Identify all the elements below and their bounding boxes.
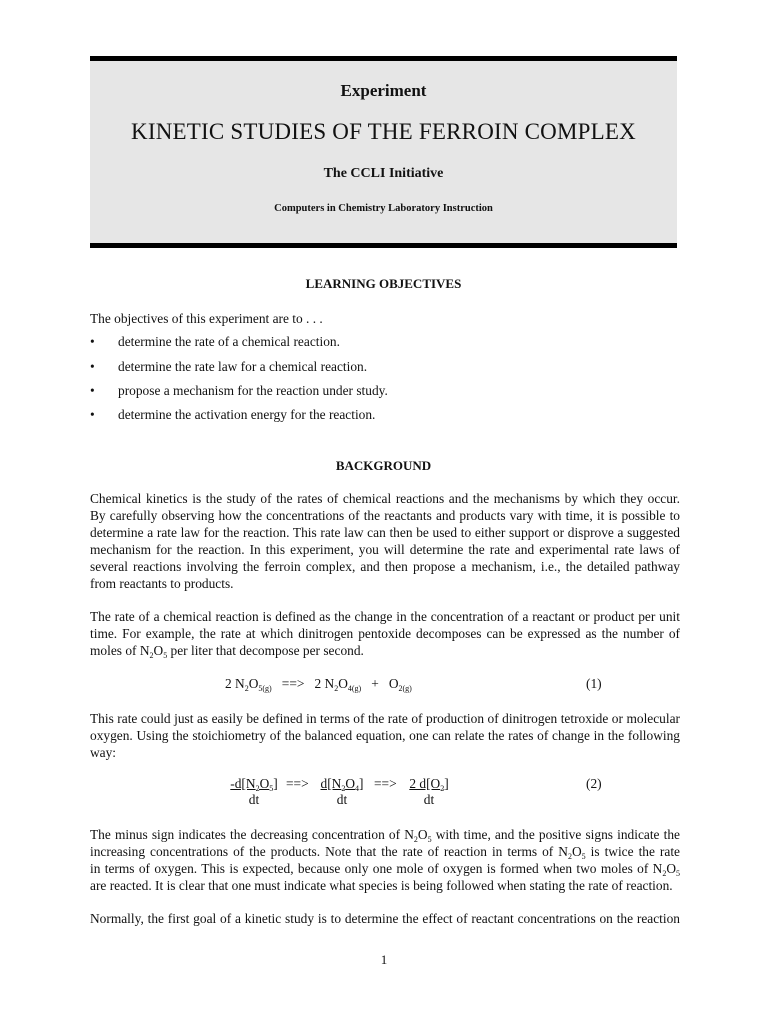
learning-objectives-heading: LEARNING OBJECTIVES — [305, 276, 462, 291]
initiative-subtitle: Computers in Chemistry Laboratory Instruction — [274, 203, 493, 214]
bullet-icon: • — [90, 334, 95, 349]
title-banner — [90, 56, 677, 248]
background-paragraph-4: The minus sign indicates the decreasing concentration of $N_2O_5$ with time, and the positive signs indicate the increasing concentrations of the products. Note that the rate of reaction in terms of $N_2O_5$ is twice the rate in terms of oxygen. This is expected, because only one mole of oxygen is formed when two moles of $N_2O_5$ are reacted. It is clear that one must indicate what species is being followed when stating the rate of reaction. — [90, 827, 680, 893]
initiative-label: The CCLI Initiative — [323, 166, 444, 181]
background-paragraph-3: This rate could just as easily be defined in terms of the rate of production of dinitrogen tetroxide or molecular oxygen. Using the stoichiometry of the balanced equation, one can relate the rates of change in the following way: — [90, 711, 680, 760]
page-number: 1 — [380, 952, 388, 967]
equation-2-arrow-1: ==> — [286, 776, 309, 791]
experiment-label: Experiment — [340, 81, 427, 100]
objectives-intro: The objectives of this experiment are to . . . — [90, 311, 323, 326]
equation-2-term-2: $\frac{d[N_2O_4]}{dt}$ — [320, 776, 364, 807]
background-paragraph-1: Chemical kinetics is the study of the rates of chemical reactions and the mechanisms by which they occur. By carefully observing how the concentrations of the reactants and products vary with time, it is possible to determine a rate law for the reaction. This rate law can then be used to either support or disprove a suggested mechanism for the reaction. In this experiment, you will determine the rate and experimental rate laws of several reactions involving the ferroin complex, and then propose a mechanism, i.e., the detailed pathway from reactants to products. — [90, 491, 680, 591]
background-paragraph-5: Normally, the first goal of a kinetic study is to determine the effect of reactant concentrations on the reaction — [90, 911, 680, 926]
background-paragraph-2: The rate of a chemical reaction is defined as the change in the concentration of a reactant or product per unit time. For example, the rate at which dinitrogen pentoxide decomposes can be expressed as the number of moles of $N_2O_5$ per liter that decompose per second. — [90, 609, 680, 660]
bullet-icon: • — [90, 359, 95, 374]
equation-2-arrow-2: ==> — [374, 776, 397, 791]
equation-1: 2 $N_2O_{5(g)}$ ==> 2 $N_2O_{4(g)}$ + $O_{2(g)}$ — [225, 676, 412, 693]
bullet-icon: • — [90, 383, 95, 398]
bullet-icon: • — [90, 407, 95, 422]
equation-1-number: (1) — [586, 676, 602, 691]
background-heading: BACKGROUND — [335, 458, 432, 473]
equation-2-term-3: $\frac{2 d[O_2]}{dt}$ — [409, 776, 449, 807]
document-title: KINETIC STUDIES OF THE FERROIN COMPLEX — [131, 119, 636, 144]
equation-2-term-1: $\frac{-d[N_2O_5]}{dt}$ — [230, 776, 278, 807]
equation-2-number: (2) — [586, 776, 602, 791]
